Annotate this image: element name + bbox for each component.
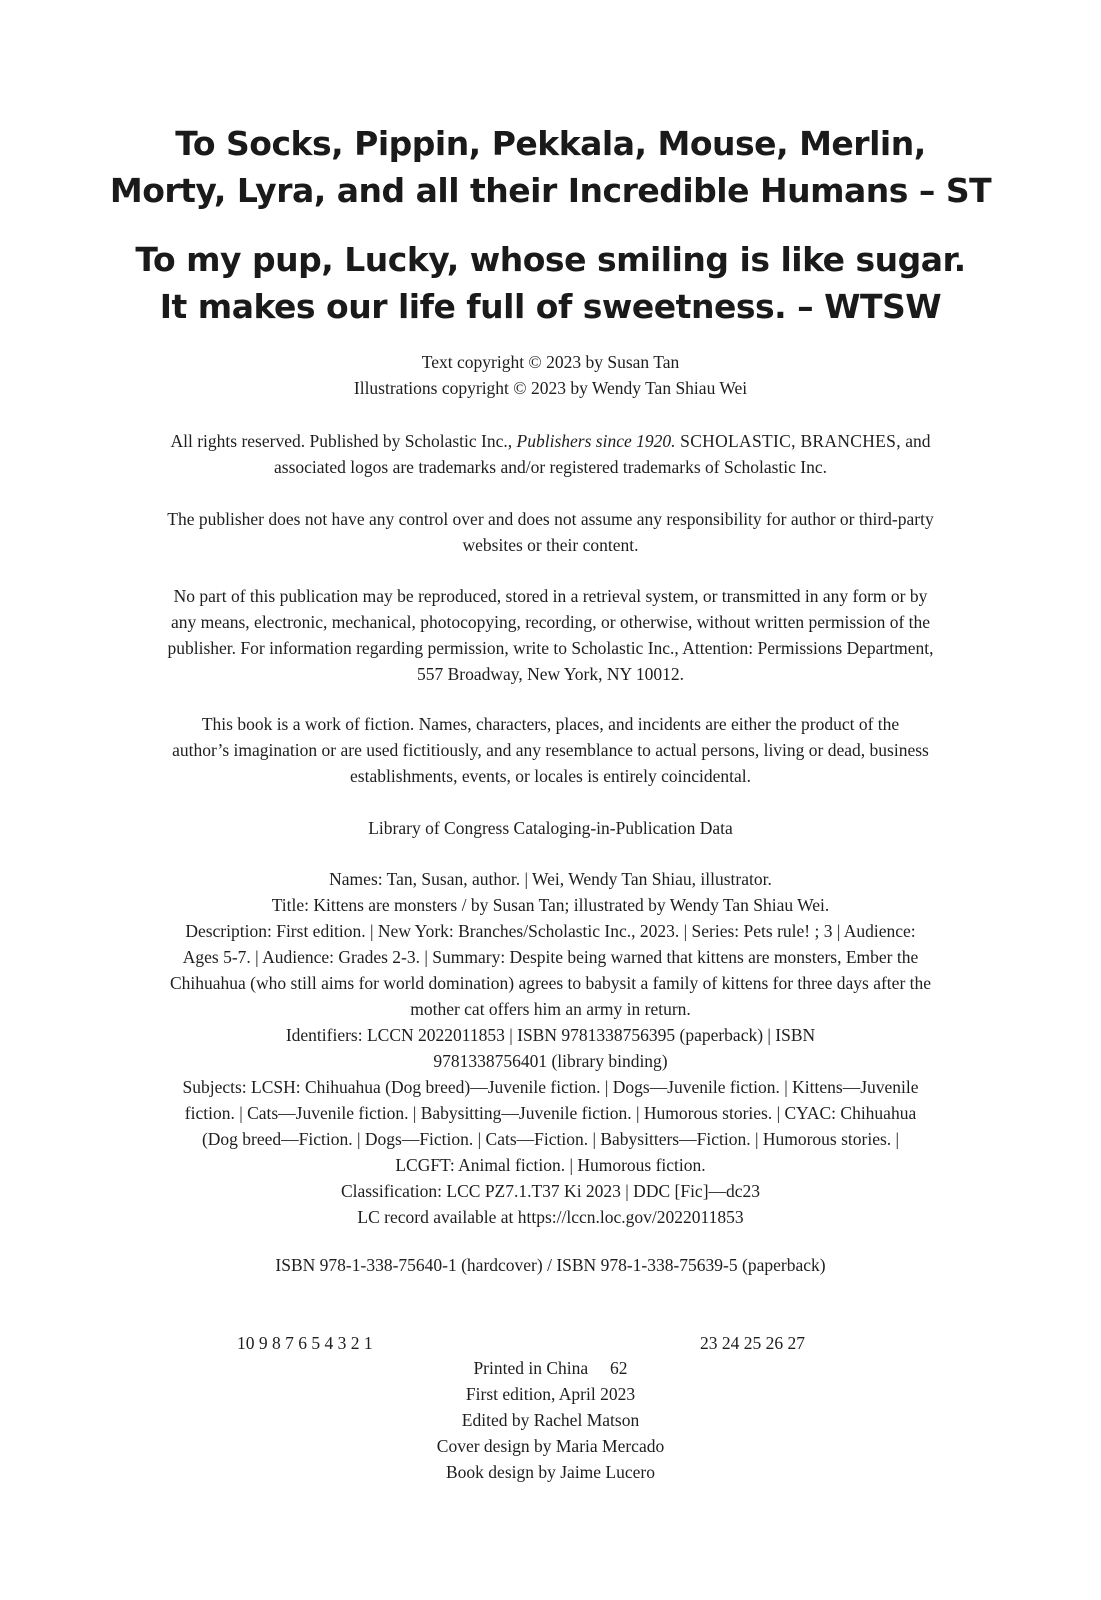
isbn-text: ISBN 978-1-338-75640-1 (hardcover) / ISBN 978-1-338-75639-5 (paperback) — [275, 1255, 826, 1275]
reproduction-line: 557 Broadway, New York, NY 10012. — [416, 664, 685, 684]
catalog-subjects: fiction. | Cats—Juvenile fiction. | Babysitting—Juvenile fiction. | Humorous stories. | CYAC: Chihuahua — [184, 1103, 917, 1123]
reproduction-line: publisher. For information regarding permission, write to Scholastic Inc., Attention: Permissions Department, — [167, 638, 934, 658]
catalog-identifiers: Identifiers: LCCN 2022011853 | ISBN 9781338756395 (paperback) | ISBN — [285, 1025, 816, 1045]
catalog-description: Ages 5-7. | Audience: Grades 2-3. | Summary: Despite being warned that kittens are monsters, Ember the — [182, 947, 919, 967]
rights-prefix: All rights reserved. Published by Scholastic Inc., — [170, 431, 517, 451]
catalog-names: Names: Tan, Susan, author. | Wei, Wendy Tan Shiau, illustrator. — [329, 869, 772, 889]
disclaimer-line: websites or their content. — [462, 535, 639, 555]
trademark-names: SCHOLASTIC, BRANCHES, — [675, 431, 901, 451]
reproduction-notice — [120, 583, 981, 687]
publisher-tagline: Publishers since 1920. — [516, 431, 676, 451]
reproduction-line: any means, electronic, mechanical, photocopying, recording, or otherwise, without written permission of the — [170, 612, 931, 632]
fiction-line: author’s imagination or are used fictitiously, and any resemblance to actual persons, living or dead, business — [172, 740, 929, 760]
dedication-illustrator — [0, 236, 1101, 330]
isbn-line — [120, 1252, 981, 1278]
catalog-record: LC record available at https://lccn.loc.gov/2022011853 — [357, 1207, 744, 1227]
fiction-line: establishments, events, or locales is entirely coincidental. — [350, 766, 751, 786]
catalog-description: Chihuahua (who still aims for world domination) agrees to babysit a family of kittens for three days after the — [169, 973, 932, 993]
catalog-description: mother cat offers him an army in return. — [410, 999, 691, 1019]
dedication-line: To my pup, Lucky, whose smiling is like sugar. — [135, 240, 966, 279]
colophon — [120, 1355, 981, 1485]
rights-notice — [120, 428, 981, 480]
editor-credit: Edited by Rachel Matson — [461, 1410, 640, 1430]
cover-design-credit: Cover design by Maria Mercado — [436, 1436, 665, 1456]
dedication-line: Morty, Lyra, and all their Incredible Humans – ST — [109, 171, 992, 210]
loc-heading — [120, 815, 981, 841]
printed-in: Printed in China 62 — [473, 1358, 628, 1378]
catalog-subjects: LCGFT: Animal fiction. | Humorous fiction. — [395, 1155, 706, 1175]
catalog-subjects: Subjects: LCSH: Chihuahua (Dog breed)—Juvenile fiction. | Dogs—Juvenile fiction. | Kittens—Juvenile — [182, 1077, 919, 1097]
illustrations-copyright: Illustrations copyright © 2023 by Wendy Tan Shiau Wei — [353, 378, 748, 398]
loc-heading-text: Library of Congress Cataloging-in-Publication Data — [368, 818, 733, 838]
dedication-line: To Socks, Pippin, Pekkala, Mouse, Merlin, — [175, 124, 926, 163]
reproduction-line: No part of this publication may be reproduced, stored in a retrieval system, or transmitted in any form or by — [173, 586, 928, 606]
printing-numbers: 10 9 8 7 6 5 4 3 2 1 — [237, 1333, 373, 1353]
rights-line: associated logos are trademarks and/or registered trademarks of Scholastic Inc. — [274, 457, 827, 477]
catalog-description: Description: First edition. | New York: Branches/Scholastic Inc., 2023. | Series: Pets rule! ; 3 | Audience: — [185, 921, 916, 941]
rights-suffix: and — [900, 431, 931, 451]
catalog-subjects: (Dog breed—Fiction. | Dogs—Fiction. | Cats—Fiction. | Babysitters—Fiction. | Humorous stories. | — [201, 1129, 900, 1149]
publisher-disclaimer — [120, 506, 981, 558]
year-numbers: 23 24 25 26 27 — [700, 1333, 805, 1353]
rights-line — [120, 428, 981, 454]
fiction-notice — [120, 711, 981, 789]
text-copyright: Text copyright © 2023 by Susan Tan — [421, 352, 680, 372]
dedication-author — [0, 120, 1101, 214]
disclaimer-line: The publisher does not have any control over and does not assume any responsibility for author or third-party — [167, 509, 934, 529]
edition: First edition, April 2023 — [465, 1384, 636, 1404]
dedication-line: It makes our life full of sweetness. – WTSW — [159, 287, 942, 326]
fiction-line: This book is a work of fiction. Names, characters, places, and incidents are either the product of the — [201, 714, 900, 734]
book-design-credit: Book design by Jaime Lucero — [446, 1462, 655, 1482]
catalog-classification: Classification: LCC PZ7.1.T37 Ki 2023 | DDC [Fic]—dc23 — [340, 1181, 761, 1201]
cataloging-data — [120, 866, 981, 1230]
copyright-notice — [120, 349, 981, 401]
catalog-title: Title: Kittens are monsters / by Susan Tan; illustrated by Wendy Tan Shiau Wei. — [271, 895, 830, 915]
catalog-identifiers: 9781338756401 (library binding) — [433, 1051, 668, 1071]
